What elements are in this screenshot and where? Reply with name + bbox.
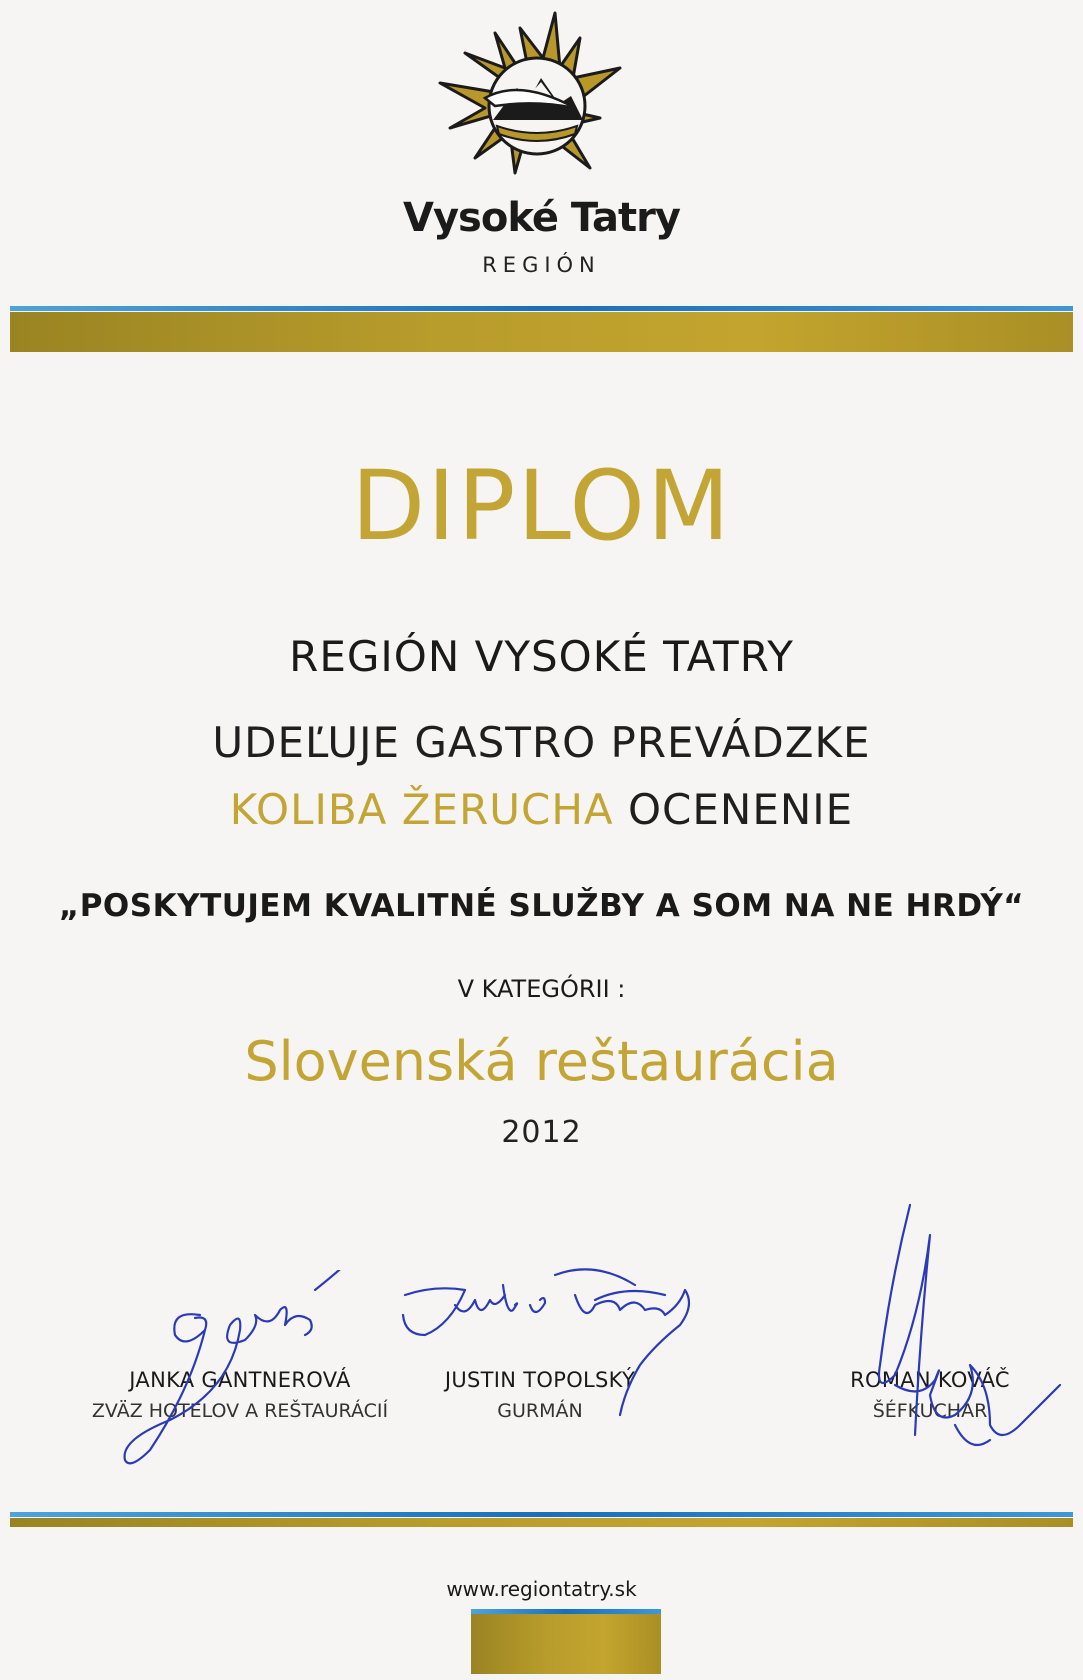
motto: „POSKYTUJEM KVALITNÉ SLUŽBY A SOM NA NE HRDÝ“ xyxy=(58,888,1025,924)
signer-name: JANKA GANTNEROVÁ xyxy=(129,1368,351,1392)
category-value: Slovenská reštaurácia xyxy=(244,1030,839,1093)
diploma-title: DIPLOM xyxy=(351,450,732,562)
signer-name: ROMAN KOVÁČ xyxy=(850,1368,1010,1392)
brand-name: Vysoké Tatry xyxy=(403,195,680,241)
signature-kovac xyxy=(860,1195,1070,1515)
issuer: REGIÓN VYSOKÉ TATRY xyxy=(289,632,794,681)
award-year: 2012 xyxy=(501,1115,582,1150)
top-gold-stripe xyxy=(10,312,1073,352)
category-label: V KATEGÓRII : xyxy=(457,975,626,1003)
edelweiss-logo-icon xyxy=(425,8,645,208)
awards-line: UDEĽUJE GASTRO PREVÁDZKE xyxy=(212,718,871,767)
bottom-gold-stripe xyxy=(10,1518,1073,1527)
top-blue-stripe xyxy=(10,306,1073,311)
recipient-name: KOLIBA ŽERUCHA xyxy=(229,785,614,834)
signature-topolsky xyxy=(395,1265,735,1435)
signature-gantnerova xyxy=(110,1270,360,1480)
signer-role: GURMÁN xyxy=(497,1400,583,1422)
signer-role: ZVÄZ HOTELOV A REŠTAURÁCIÍ xyxy=(91,1400,389,1422)
recipient-line xyxy=(0,785,1083,834)
bottom-blue-stripe xyxy=(10,1512,1073,1517)
website-link[interactable]: www.regiontatry.sk xyxy=(446,1577,637,1601)
signer-name: JUSTIN TOPOLSKÝ xyxy=(444,1368,636,1392)
footer-gold-block xyxy=(471,1614,661,1674)
signer-role: ŠÉFKUCHÁR xyxy=(872,1400,988,1422)
brand-subtitle: REGIÓN xyxy=(482,253,601,277)
award-word: OCENENIE xyxy=(628,785,854,834)
